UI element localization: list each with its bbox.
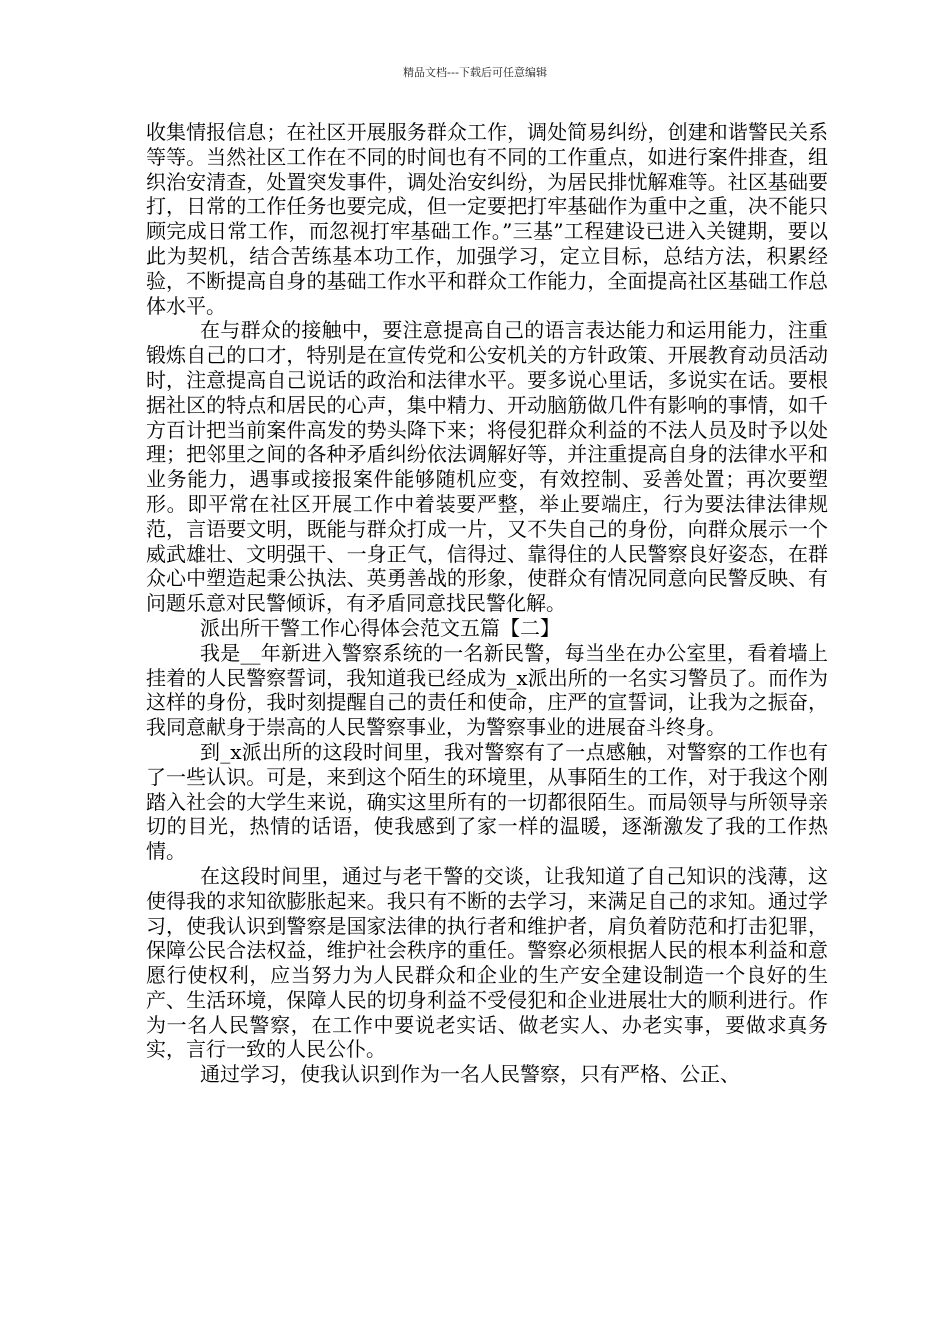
paragraph-2: 在与群众的接触中，要注意提高自己的语言表达能力和运用能力，注重锻炼自己的口才，特别是在宣传党和公安机关的方针政策、开展教育动员活动时，注意提高自己说话的政治和法律水平。要多说心里话，多说实在话。要根据社区的特点和居民的心声，集中精力、开动脑筋做几件有影响的事情，如千方百计把当前案件高发的势头降下来；将侵犯群众利益的不法人员及时予以处理；把邻里之间的各种矛盾纠纷依法调解好等，并注重提高自身的法律水平和业务能力，遇事或接报案件能够随机应变，有效控制、妥善处置；再次要塑形。即平常在社区开展工作中着装要严整，举止要端庄，行为要法律法律规范，言语要文明，既能与群众打成一片，又不失自己的身份，向群众展示一个威武雄壮、文明强干、一身正气，信得过、靠得住的人民警察良好姿态，在群众心中塑造起秉公执法、英勇善战的形象，使群众有情况同意向民警反映、有问题乐意对民警倾诉，有矛盾同意找民警化解。 (146, 318, 828, 616)
paragraph-1: 收集情报信息；在社区开展服务群众工作，调处简易纠纷，创建和谐警民关系等等。当然社区工作在不同的时间也有不同的工作重点，如进行案件排查，组织治安清查，处置突发事件，调处治安纠纷，为居民排忧解难等。社区基础要打，日常的工作任务也要完成，但一定要把打牢基础作为重中之重，决不能只顾完成日常工作，而忽视打牢基础工作。”三基”工程建设已进入关键期，要以此为契机，结合苦练基本功工作，加强学习，定立目标，总结方法，积累经验，不断提高自身的基础工作水平和群众工作能力，全面提高社区基础工作总体水平。 (146, 120, 828, 318)
paragraph-6: 通过学习，使我认识到作为一名人民警察，只有严格、公正、 (200, 1062, 740, 1087)
document-body (146, 120, 828, 1087)
paragraph-4: 到_x派出所的这段时间里，我对警察有了一点感触，对警察的工作也有了一些认识。可是，来到这个陌生的环境里，从事陌生的工作，对于我这个刚踏入社会的大学生来说，确实这里所有的一切都很陌生。而局领导与所领导亲切的目光，热情的话语，使我感到了家一样的温暖，逐渐激发了我的工作热情。 (146, 739, 828, 864)
paragraph-3: 我是__年新进入警察系统的一名新民警，每当坐在办公室里，看着墙上挂着的人民警察誓词，我知道我已经成为_x派出所的一名实习警员了。而作为这样的身份，我时刻提醒自己的责任和使命，庄严的宣誓词，让我为之振奋，我同意献身于崇高的人民警察事业，为警察事业的进展奋斗终身。 (146, 640, 828, 740)
section-heading: 派出所干警工作心得体会范文五篇【二】 (200, 615, 560, 640)
page-header: 精品文档---下载后可任意编辑 (403, 66, 547, 79)
paragraph-5: 在这段时间里，通过与老干警的交谈，让我知道了自己知识的浅薄，这使得我的求知欲膨胀起来。我只有不断的去学习，来满足自己的求知。通过学习，使我认识到警察是国家法律的执行者和维护者，肩负着防范和打击犯罪，保障公民合法权益，维护社会秩序的重任。警察必须根据人民的根本利益和意愿行使权利，应当努力为人民群众和企业的生产安全建设制造一个良好的生产、生活环境，保障人民的切身利益不受侵犯和企业进展壮大的顺利进行。作为一名人民警察，在工作中要说老实话、做老实人、办老实事，要做求真务实，言行一致的人民公仆。 (146, 863, 828, 1062)
